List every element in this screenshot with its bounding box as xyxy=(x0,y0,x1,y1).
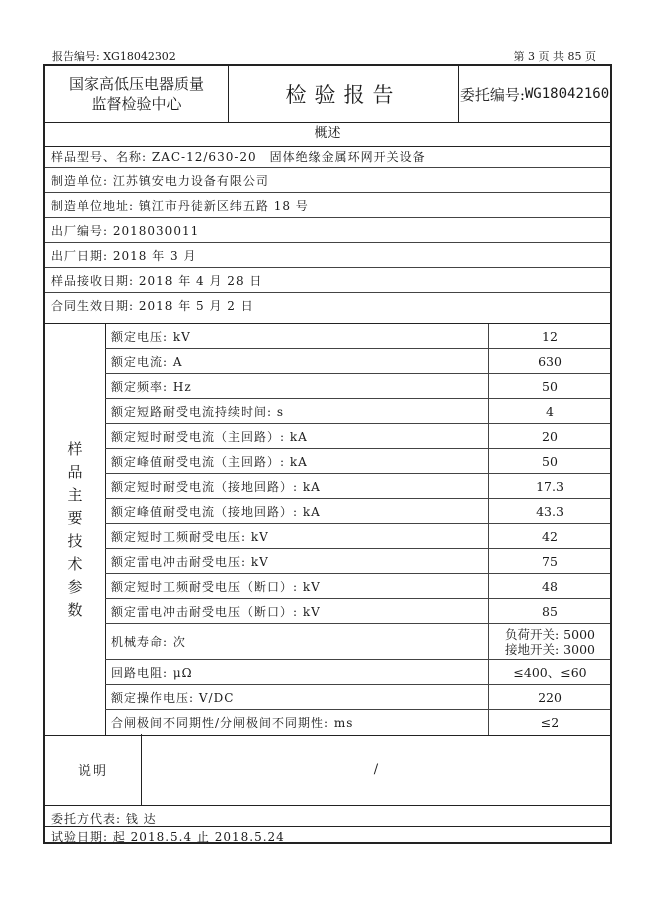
params-label-char: 主 xyxy=(67,485,83,504)
params-label-char: 术 xyxy=(67,554,83,573)
param-row xyxy=(105,424,610,449)
param-name: 额定峰值耐受电流（接地回路）: kA xyxy=(111,504,321,519)
info-manufacturer xyxy=(51,172,269,189)
org-name xyxy=(45,66,229,122)
param-name: 额定电压: kV xyxy=(111,329,191,344)
client-representative: 委托方代表: 钱 达 xyxy=(51,812,157,826)
params-vertical-label xyxy=(45,324,106,735)
params-label-char: 样 xyxy=(67,439,83,458)
info-label: 制造单位: xyxy=(51,174,109,188)
test-date: 试验日期: 起 2018.5.4 止 2018.5.24 xyxy=(51,830,285,844)
param-name: 合闸极间不同期性/分闸极间不同期性: ms xyxy=(111,716,354,730)
info-value: 2018 年 4 月 28 日 xyxy=(138,274,263,288)
remark-label: 说明 xyxy=(45,734,142,805)
info-manufacture-date xyxy=(51,247,197,264)
param-row-mechanical-life xyxy=(105,624,610,660)
info-value: 2018030011 xyxy=(112,224,200,238)
param-name: 额定操作电压: V/DC xyxy=(111,690,235,705)
param-name: 额定短时工频耐受电压: kV xyxy=(111,529,269,544)
param-value xyxy=(488,624,611,659)
param-row xyxy=(105,710,610,735)
param-name: 额定短路耐受电流持续时间: s xyxy=(111,404,285,419)
info-label: 样品型号、名称: xyxy=(51,150,148,164)
info-serial-number xyxy=(51,222,199,239)
org-name-line1: 国家高低压电器质量 xyxy=(68,75,204,93)
param-value: 85 xyxy=(488,599,611,623)
param-value-line: 负荷开关: 5000 xyxy=(505,626,595,642)
param-name: 额定短时工频耐受电压（断口）: kV xyxy=(111,579,321,594)
param-row xyxy=(105,324,610,349)
param-value-line: 接地开关: 3000 xyxy=(505,641,595,657)
param-value: 50 xyxy=(488,374,611,398)
param-name: 额定短时耐受电流（主回路）: kA xyxy=(111,429,308,444)
param-row xyxy=(105,374,610,399)
param-value: 17.3 xyxy=(488,474,611,498)
param-row xyxy=(105,685,610,710)
param-value: 50 xyxy=(488,449,611,473)
param-row xyxy=(105,599,610,624)
param-row xyxy=(105,399,610,424)
info-label: 出厂日期: xyxy=(51,249,109,263)
params-label-char: 要 xyxy=(67,508,83,527)
params-label-char: 数 xyxy=(67,600,83,619)
param-value: 12 xyxy=(488,324,611,348)
param-name: 额定短时耐受电流（接地回路）: kA xyxy=(111,479,321,494)
param-row xyxy=(105,349,610,374)
info-value: 2018 年 5 月 2 日 xyxy=(138,299,254,313)
param-row xyxy=(105,660,610,685)
report-title: 检验报告 xyxy=(229,66,459,122)
info-label: 样品接收日期: xyxy=(51,274,135,288)
params-label-char: 品 xyxy=(67,462,83,481)
param-row xyxy=(105,524,610,549)
info-value: 江苏镇安电力设备有限公司 xyxy=(112,174,269,188)
report-header xyxy=(45,66,610,123)
remark-row xyxy=(45,734,610,806)
report-number: 报告编号: XG18042302 xyxy=(52,50,176,63)
param-value: 4 xyxy=(488,399,611,423)
entrust-label: 委托编号: xyxy=(459,85,525,104)
section-title: 概述 xyxy=(45,122,610,147)
param-name: 额定雷电冲击耐受电压: kV xyxy=(111,554,269,569)
info-sample-model xyxy=(51,148,426,165)
report-frame xyxy=(43,64,612,844)
param-value: 630 xyxy=(488,349,611,373)
param-row xyxy=(105,474,610,499)
param-row xyxy=(105,499,610,524)
param-name: 额定频率: Hz xyxy=(111,379,192,394)
info-value: 2018 年 3 月 xyxy=(112,249,197,263)
info-received-date xyxy=(51,272,262,289)
param-name: 回路电阻: μΩ xyxy=(111,665,193,680)
info-label: 合同生效日期: xyxy=(51,299,135,313)
param-name: 机械寿命: 次 xyxy=(111,635,186,649)
param-row xyxy=(105,449,610,474)
page-number: 第 3 页 共 85 页 xyxy=(513,50,596,63)
param-name: 额定电流: A xyxy=(111,354,183,369)
param-value: 75 xyxy=(488,549,611,573)
param-name: 额定峰值耐受电流（主回路）: kA xyxy=(111,454,308,469)
param-row xyxy=(105,549,610,574)
info-label: 制造单位地址: xyxy=(51,199,135,213)
technical-parameters-table xyxy=(45,323,610,736)
params-label-char: 参 xyxy=(67,577,83,596)
param-value: 42 xyxy=(488,524,611,548)
info-value: ZAC-12/630-20 固体绝缘金属环网开关设备 xyxy=(151,150,426,164)
org-name-line2: 监督检验中心 xyxy=(91,95,182,113)
param-value: 220 xyxy=(488,685,611,709)
remark-value: / xyxy=(373,762,379,777)
info-contract-date xyxy=(51,297,254,314)
params-label-char: 技 xyxy=(67,531,83,550)
info-manufacturer-address xyxy=(51,197,309,214)
entrust-value: WG18042160 xyxy=(524,86,610,102)
param-name: 额定雷电冲击耐受电压（断口）: kV xyxy=(111,604,321,619)
entrust-number xyxy=(459,66,610,122)
param-row xyxy=(105,574,610,599)
param-value: 43.3 xyxy=(488,499,611,523)
param-value: 48 xyxy=(488,574,611,598)
param-value: ≤2 xyxy=(488,710,611,735)
info-label: 出厂编号: xyxy=(51,224,109,238)
param-value: ≤400、≤60 xyxy=(488,660,611,684)
param-value: 20 xyxy=(488,424,611,448)
info-value: 镇江市丹徒新区纬五路 18 号 xyxy=(138,199,309,213)
